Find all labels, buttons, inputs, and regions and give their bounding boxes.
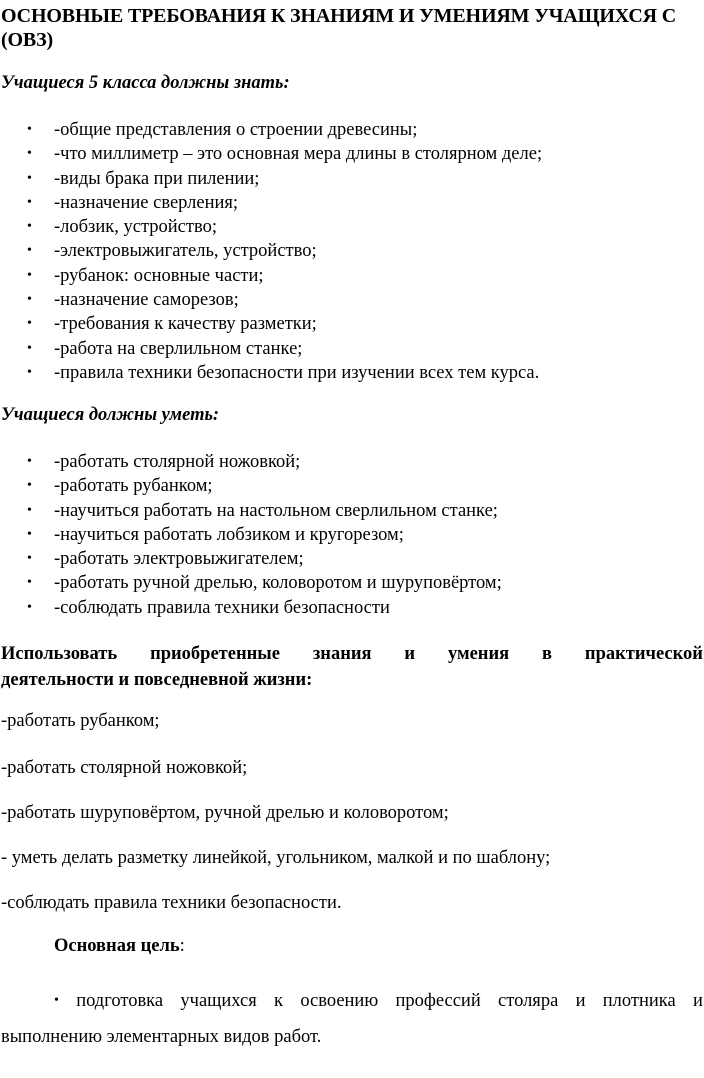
skills-list-item — [0, 450, 700, 474]
skills-item-text: -работать электровыжигателем; — [54, 549, 304, 570]
apply-heading-line-2: деятельности и повседневной жизни: — [1, 670, 313, 690]
goal-word: освоению — [300, 991, 379, 1011]
know-list-item — [0, 361, 700, 385]
apply-heading-word: умения — [447, 644, 510, 664]
apply-heading-word: приобретенные — [150, 644, 280, 664]
bullet-icon: • — [27, 526, 32, 542]
skills-list-item — [0, 547, 700, 571]
apply-paragraph: -работать рубанком; — [1, 711, 160, 731]
know-item-text: -работа на сверлильном станке; — [54, 338, 303, 359]
bullet-icon: • — [27, 267, 32, 283]
apply-heading-word: и — [404, 644, 416, 664]
know-item-text: -правила техники безопасности при изучении всех тем курса. — [54, 362, 540, 383]
bullet-icon: • — [54, 993, 59, 1008]
skills-item-text: -работать столярной ножовкой; — [54, 452, 301, 472]
apply-section-heading — [1, 641, 703, 693]
bullet-icon: • — [27, 340, 32, 356]
bullet-icon: • — [27, 454, 32, 469]
bullet-icon: • — [27, 122, 32, 137]
skills-list-item — [0, 474, 700, 498]
apply-heading-word: в — [542, 644, 553, 664]
apply-heading-word: знания — [312, 644, 372, 664]
goal-word: к — [274, 991, 284, 1011]
know-list-item — [0, 191, 700, 215]
know-list-item — [0, 118, 700, 142]
apply-heading-line-1 — [1, 641, 703, 667]
bullet-icon: • — [27, 364, 32, 380]
know-list-item — [0, 167, 700, 191]
know-section-heading: Учащиеся 5 класса должны знать: — [1, 73, 290, 93]
bullet-icon: • — [27, 502, 32, 518]
know-item-text: -виды брака при пилении; — [54, 168, 260, 189]
goal-word: профессий — [395, 991, 481, 1011]
bullet-icon: • — [27, 292, 32, 308]
bullet-icon: • — [27, 194, 32, 210]
bullet-icon: • — [27, 551, 32, 567]
know-list-item — [0, 312, 700, 336]
know-list-item — [0, 337, 700, 361]
bullet-icon: • — [27, 575, 32, 591]
goal-word: и — [575, 991, 586, 1011]
bullet-icon: • — [27, 599, 32, 615]
know-item-text: -назначение сверления; — [54, 192, 239, 213]
goal-word: столяра — [498, 991, 559, 1011]
know-list-item — [0, 239, 700, 263]
know-list-item — [0, 264, 700, 288]
goal-word: подготовка — [76, 991, 164, 1011]
know-list-item — [0, 288, 700, 312]
apply-paragraph: - уметь делать разметку линейкой, угольником, малкой и по шаблону; — [1, 848, 551, 868]
document-title: ОСНОВНЫЕ ТРЕБОВАНИЯ К ЗНАНИЯМ И УМЕНИЯМ УЧАЩИХСЯ С (ОВЗ) — [1, 5, 677, 51]
apply-paragraph: -работать шуруповёртом, ручной дрелью и коловоротом; — [1, 803, 449, 823]
know-list-item — [0, 142, 700, 166]
goal-continuation: выполнению элементарных видов работ. — [1, 1027, 322, 1047]
skills-item-text: -научиться работать лобзиком и кругорезом; — [54, 524, 404, 545]
skills-list-item — [0, 596, 700, 620]
skills-item-text: -работать ручной дрелью, коловоротом и шуруповёртом; — [54, 573, 502, 594]
bullet-icon: • — [27, 478, 32, 494]
goal-word: учащихся — [180, 991, 257, 1011]
bullet-icon: • — [27, 146, 32, 162]
know-list-item — [0, 215, 700, 239]
bullet-icon: • — [27, 170, 32, 186]
goal-label: Основная цель — [54, 936, 180, 956]
know-item-text: -электровыжигатель, устройство; — [54, 241, 317, 262]
know-item-text: -что миллиметр – это основная мера длины в столярном деле; — [54, 144, 543, 165]
skills-list-item — [0, 523, 700, 547]
goal-word: и — [692, 991, 703, 1011]
goal-bullet-line — [54, 990, 703, 1012]
goal-colon: : — [179, 936, 185, 956]
apply-paragraph: -соблюдать правила техники безопасности. — [1, 893, 342, 913]
know-item-text: -общие представления о строении древесины; — [54, 120, 418, 140]
apply-heading-word: Использовать — [1, 644, 118, 664]
bullet-icon: • — [27, 219, 32, 235]
know-item-text: -лобзик, устройство; — [54, 217, 217, 238]
know-list — [0, 118, 700, 385]
bullet-icon: • — [27, 316, 32, 332]
apply-heading-word: практической — [584, 644, 703, 664]
bullet-icon: • — [27, 243, 32, 259]
skills-item-text: -соблюдать правила техники безопасности — [54, 597, 390, 618]
skills-item-text: -работать рубанком; — [54, 476, 213, 497]
know-item-text: -назначение саморезов; — [54, 290, 239, 311]
skills-list-item — [0, 499, 700, 523]
know-item-text: -рубанок: основные части; — [54, 265, 264, 286]
skills-section-heading: Учащиеся должны уметь: — [1, 405, 220, 425]
know-item-text: -требования к качеству разметки; — [54, 314, 317, 335]
skills-list — [0, 450, 700, 620]
skills-item-text: -научиться работать на настольном сверлильном станке; — [54, 500, 498, 521]
skills-list-item — [0, 571, 700, 595]
goal-heading — [54, 935, 185, 957]
apply-paragraph: -работать столярной ножовкой; — [1, 758, 248, 778]
goal-word: плотника — [602, 991, 676, 1011]
